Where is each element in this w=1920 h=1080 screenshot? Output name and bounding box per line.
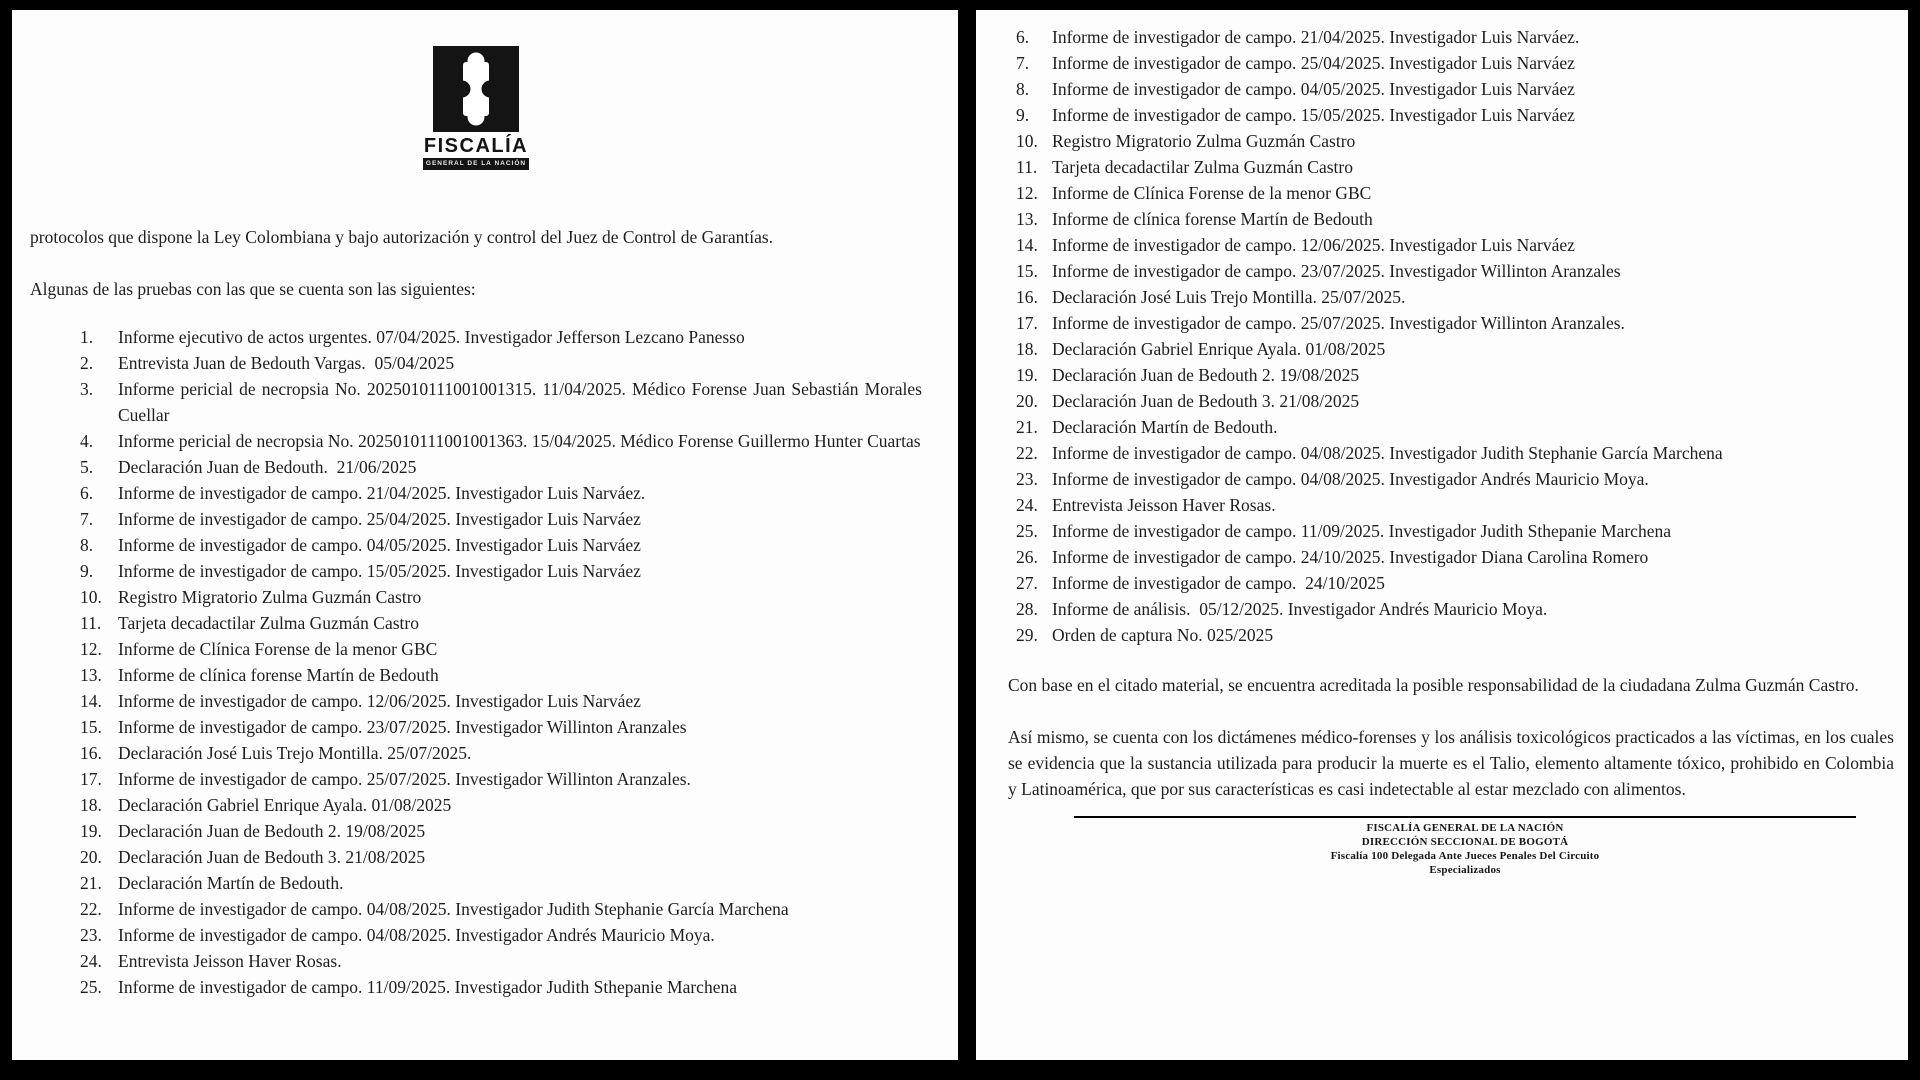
list-item [1016,154,1894,180]
list-item-text: Informe de investigador de campo. 11/09/2025. Investigador Judith Sthepanie Marchena [118,977,737,997]
footer-office-line: Fiscalía 100 Delegada Ante Jueces Penales Del Circuito [1330,850,1600,862]
list-item-text: Informe de investigador de campo. 04/08/2025. Investigador Andrés Mauricio Moya. [118,925,715,945]
list-item-text: Declaración Gabriel Enrique Ayala. 01/08/2025 [118,795,452,815]
list-item-number: 14. [1016,235,1038,255]
list-item-text: Declaración Juan de Bedouth 3. 21/08/2025 [1052,391,1360,411]
list-item [80,532,922,558]
list-item-number: 13. [80,665,102,685]
conclusion-paragraph: Con base en el citado material, se encuentra acreditada la posible responsabilidad de la ciudadana Zulma Guzmán Castro. [1008,675,1859,695]
list-item-text: Registro Migratorio Zulma Guzmán Castro [1052,131,1356,151]
list-item [80,584,922,610]
list-item-text: Tarjeta decadactilar Zulma Guzmán Castro [118,613,419,633]
list-item-number: 18. [80,795,102,815]
list-item-number: 20. [1016,391,1038,411]
list-item-text: Informe de investigador de campo. 25/07/2025. Investigador Willinton Aranzales. [118,769,691,789]
list-item [1016,570,1894,596]
list-item-text: Declaración Juan de Bedouth 2. 19/08/2025 [118,821,426,841]
list-item [80,688,922,714]
list-item-number: 7. [1016,53,1030,73]
list-item-text: Informe de clínica forense Martín de Bedouth [1052,209,1373,229]
list-item [1016,258,1894,284]
fiscalia-logo [401,46,551,170]
list-item-text: Informe de investigador de campo. 15/05/2025. Investigador Luis Narváez [118,561,641,581]
list-item [1016,232,1894,258]
list-item-number: 23. [80,925,102,945]
list-item [80,506,922,532]
list-item-text: Declaración José Luis Trejo Montilla. 25/07/2025. [118,743,472,763]
list-item [80,948,922,974]
list-item-number: 3. [80,379,94,399]
list-item-text: Informe de investigador de campo. 04/08/2025. Investigador Judith Stephanie García Marchena [1052,443,1723,463]
list-item-number: 10. [80,587,102,607]
list-item-number: 19. [1016,365,1038,385]
list-item [1016,596,1894,622]
list-item [80,870,922,896]
list-item-number: 18. [1016,339,1038,359]
list-item-text: Informe de investigador de campo. 04/05/2025. Investigador Luis Narváez [1052,79,1575,99]
list-item [1016,310,1894,336]
list-item-number: 23. [1016,469,1038,489]
list-item [1016,518,1894,544]
list-item-number: 26. [1016,547,1038,567]
list-item [80,558,922,584]
list-item-number: 14. [80,691,102,711]
toxicology-paragraph: Así mismo, se cuenta con los dictámenes médico-forenses y los análisis toxicológicos practicados a las víctimas, en los cuales se evidencia que la sustancia utilizada para producir la muerte es el Talio, elemento altamente tóxico, prohibido en Colombia y Latinoamérica, que por sus características es casi indetectable al estar mezclado con alimentos. [1008,727,1894,799]
list-item-number: 16. [80,743,102,763]
list-item-number: 27. [1016,573,1038,593]
list-item-number: 24. [80,951,102,971]
list-item-text: Informe de investigador de campo. 04/08/2025. Investigador Judith Stephanie García Marchena [118,899,789,919]
list-item-number: 25. [1016,521,1038,541]
list-item-number: 17. [80,769,102,789]
list-item-text: Declaración Juan de Bedouth 3. 21/08/2025 [118,847,426,867]
footer-specialized-line: Especializados [1429,864,1501,876]
list-item-text: Orden de captura No. 025/2025 [1052,625,1274,645]
list-item-text: Entrevista Juan de Bedouth Vargas. 05/04/2025 [118,353,455,373]
list-item [1016,336,1894,362]
list-item-number: 22. [1016,443,1038,463]
list-item-text: Informe pericial de necropsia No. 2025010111001001363. 15/04/2025. Médico Forense Guillermo Hunter Cuartas [118,431,921,451]
list-item [80,974,922,1000]
list-item [1016,414,1894,440]
list-item-number: 21. [1016,417,1038,437]
list-item-number: 20. [80,847,102,867]
list-item-number: 9. [80,561,94,581]
list-item-text: Declaración Martín de Bedouth. [118,873,344,893]
list-item-number: 7. [80,509,94,529]
list-item-number: 9. [1016,105,1030,125]
list-item [80,454,922,480]
list-item-number: 10. [1016,131,1038,151]
list-item-text: Informe de investigador de campo. 12/06/2025. Investigador Luis Narváez [1052,235,1575,255]
list-item-number: 17. [1016,313,1038,333]
list-item-text: Informe ejecutivo de actos urgentes. 07/04/2025. Investigador Jefferson Lezcano Panesso [118,327,745,347]
footer-direction-line: DIRECCIÓN SECCIONAL DE BOGOTÁ [1361,836,1569,848]
list-item-number: 8. [80,535,94,555]
list-item-text: Informe de investigador de campo. 15/05/2025. Investigador Luis Narváez [1052,105,1575,125]
list-item [80,792,922,818]
list-item-text: Declaración José Luis Trejo Montilla. 25/07/2025. [1052,287,1406,307]
list-item-text: Declaración Gabriel Enrique Ayala. 01/08/2025 [1052,339,1386,359]
list-item-number: 8. [1016,79,1030,99]
list-item [1016,466,1894,492]
list-item-number: 21. [80,873,102,893]
list-item-number: 15. [1016,261,1038,281]
list-item [80,740,922,766]
list-item [80,844,922,870]
list-item [80,714,922,740]
list-item-text: Informe de Clínica Forense de la menor GBC [1052,183,1372,203]
list-item-text: Entrevista Jeisson Haver Rosas. [1052,495,1276,515]
list-item-number: 15. [80,717,102,737]
list-item-number: 25. [80,977,102,997]
document-page-left [12,10,958,1060]
list-item-text: Informe de investigador de campo. 21/04/2025. Investigador Luis Narváez. [1052,27,1580,47]
list-item [80,376,922,428]
list-item [80,818,922,844]
list-item-text: Informe de investigador de campo. 24/10/2025 [1052,573,1385,593]
list-item-number: 24. [1016,495,1038,515]
list-item-text: Informe de investigador de campo. 25/07/2025. Investigador Willinton Aranzales. [1052,313,1625,333]
list-item-number: 12. [80,639,102,659]
fiscalia-puzzle-icon [433,46,519,132]
logo-wordmark: FISCALÍA [423,135,529,157]
list-item-text: Informe de investigador de campo. 04/08/2025. Investigador Andrés Mauricio Moya. [1052,469,1649,489]
list-item-number: 12. [1016,183,1038,203]
list-item [1016,180,1894,206]
list-item-number: 11. [80,613,102,633]
list-item [1016,440,1894,466]
document-page-right [976,10,1908,1060]
list-item-number: 5. [80,457,94,477]
list-item [80,610,922,636]
list-item [1016,388,1894,414]
list-item [1016,128,1894,154]
list-item-text: Informe de investigador de campo. 25/04/2025. Investigador Luis Narváez [1052,53,1575,73]
list-item [1016,492,1894,518]
list-item-number: 16. [1016,287,1038,307]
list-item-text: Declaración Martín de Bedouth. [1052,417,1278,437]
list-item [80,662,922,688]
list-item-text: Informe de investigador de campo. 25/04/2025. Investigador Luis Narváez [118,509,641,529]
list-item-number: 19. [80,821,102,841]
list-item [1016,362,1894,388]
list-item-text: Informe de clínica forense Martín de Bedouth [118,665,439,685]
list-item [1016,24,1894,50]
list-item-text: Informe de investigador de campo. 21/04/2025. Investigador Luis Narváez. [118,483,646,503]
list-item [80,428,922,454]
list-item-text: Entrevista Jeisson Haver Rosas. [118,951,342,971]
list-item-number: 6. [1016,27,1030,47]
list-item [1016,284,1894,310]
list-item-text: Informe de investigador de campo. 23/07/2025. Investigador Willinton Aranzales [118,717,687,737]
list-item-text: Declaración Juan de Bedouth. 21/06/2025 [118,457,417,477]
list-item-number: 4. [80,431,94,451]
list-item-number: 29. [1016,625,1038,645]
list-item-number: 22. [80,899,102,919]
list-item-text: Informe de investigador de campo. 04/05/2025. Investigador Luis Narváez [118,535,641,555]
list-item-text: Tarjeta decadactilar Zulma Guzmán Castro [1052,157,1353,177]
list-item-text: Informe de investigador de campo. 11/09/2025. Investigador Judith Sthepanie Marchena [1052,521,1671,541]
list-item [80,896,922,922]
footer-entity-line: FISCALÍA GENERAL DE LA NACIÓN [1366,822,1564,834]
evidence-list-left [30,324,922,1000]
list-item-number: 6. [80,483,94,503]
signature-block [1074,816,1856,877]
list-lead-paragraph: Algunas de las pruebas con las que se cuenta son las siguientes: [30,279,476,299]
list-item [1016,622,1894,648]
evidence-list-right [1008,24,1894,648]
list-item [1016,102,1894,128]
list-item-text: Informe de Clínica Forense de la menor GBC [118,639,438,659]
list-item [80,350,922,376]
list-item-text: Registro Migratorio Zulma Guzmán Castro [118,587,422,607]
list-item-text: Informe de investigador de campo. 12/06/2025. Investigador Luis Narváez [118,691,641,711]
list-item [80,766,922,792]
list-item-number: 1. [80,327,94,347]
list-item-text: Informe de análisis. 05/12/2025. Investigador Andrés Mauricio Moya. [1052,599,1548,619]
list-item-text: Informe pericial de necropsia No. 2025010111001001315. 11/04/2025. Médico Forense Juan Sebastián Morales Cuellar [118,379,922,425]
logo-sub-bar: GENERAL DE LA NACIÓN [423,158,529,170]
list-item-number: 13. [1016,209,1038,229]
list-item-number: 11. [1016,157,1038,177]
list-item [80,636,922,662]
list-item-text: Informe de investigador de campo. 24/10/2025. Investigador Diana Carolina Romero [1052,547,1649,567]
list-item [80,922,922,948]
list-item [1016,544,1894,570]
list-item-number: 28. [1016,599,1038,619]
list-item [1016,206,1894,232]
list-item [1016,50,1894,76]
list-item [1016,76,1894,102]
list-item-text: Declaración Juan de Bedouth 2. 19/08/2025 [1052,365,1360,385]
list-item [80,480,922,506]
intro-paragraph: protocolos que dispone la Ley Colombiana y bajo autorización y control del Juez de Control de Garantías. [30,227,774,247]
list-item [80,324,922,350]
list-item-number: 2. [80,353,94,373]
list-item-text: Informe de investigador de campo. 23/07/2025. Investigador Willinton Aranzales [1052,261,1621,281]
